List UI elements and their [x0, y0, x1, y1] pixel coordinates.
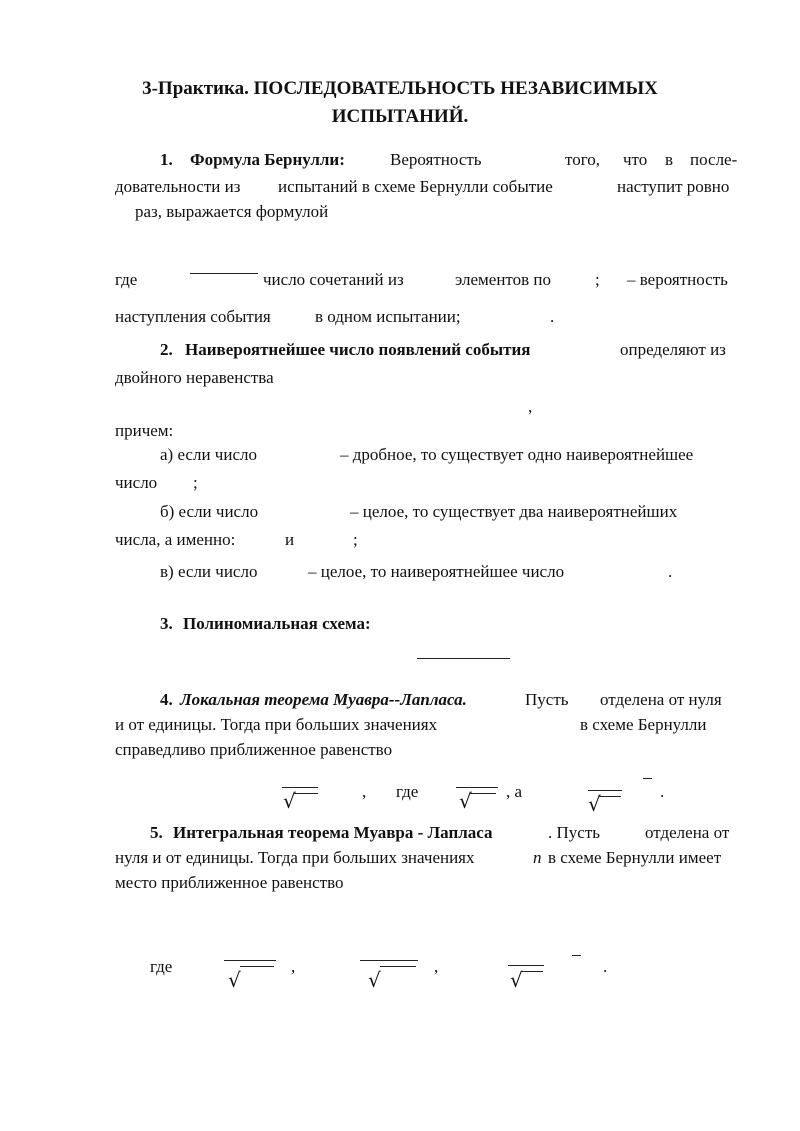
s4-formula-text: . [660, 782, 665, 801]
fraction-bar [190, 273, 258, 274]
s5-formula-text: , [434, 957, 439, 976]
s2-text: ; [193, 473, 198, 492]
s2-text: в) если число [160, 562, 258, 581]
s4-text: отделена от нуля [600, 690, 722, 709]
s2-text: двойного неравенства [115, 368, 274, 387]
section-2-number: 2. [160, 340, 173, 359]
s1-text: раз, выражается формулой [135, 202, 329, 221]
s2-text: и [285, 530, 295, 549]
s1-text: Вероятность [390, 150, 482, 169]
s2-text: – целое, то наивероятнейшее число [308, 562, 565, 581]
s1-text: что [623, 150, 648, 169]
section-5-number: 5. [150, 823, 163, 842]
s2-text: число [115, 473, 158, 492]
s2-text: а) если число [160, 445, 257, 464]
s1-text: где [115, 270, 138, 289]
fraction-bar [456, 787, 498, 788]
s5-text: нуля и от единицы. Тогда при больших значениях [115, 848, 475, 867]
sqrt-icon: √ [459, 789, 472, 813]
fraction-bar [282, 787, 318, 788]
s2-text: . [668, 562, 673, 581]
overline-mark [572, 955, 581, 956]
s1-text: – вероятность [627, 270, 728, 289]
section-4-number: 4. [160, 690, 173, 709]
s2-text: ; [353, 530, 358, 549]
s5-formula-text: , [291, 957, 296, 976]
section-1-number: 1. [160, 150, 173, 169]
s2-text: определяют из [620, 340, 726, 359]
fraction-bar [508, 965, 544, 966]
s2-text: б) если число [160, 502, 259, 521]
radical-bar [380, 966, 416, 967]
s5-text: в схеме Бернулли имеет [548, 848, 722, 867]
s4-text: справедливо приближенное равенство [115, 740, 393, 759]
section-3-number: 3. [160, 614, 173, 633]
sqrt-icon: √ [510, 968, 523, 992]
s4-text: в схеме Бернулли [580, 715, 707, 734]
s5-text: n [533, 848, 542, 867]
page-title-line-1: 3-Практика. ПОСЛЕДОВАТЕЛЬНОСТЬ НЕЗАВИСИМЫХ [142, 78, 658, 99]
s5-formula-text: . [603, 957, 608, 976]
s4-formula-text: где [396, 782, 419, 801]
fraction-bar [588, 790, 622, 791]
section-1-heading: Формула Бернулли: [190, 150, 345, 169]
s2-text: , [528, 397, 533, 416]
overline-mark [643, 778, 652, 779]
s5-formula-text: где [150, 957, 173, 976]
s1-text: наступит ровно [617, 177, 730, 196]
s2-text: числа, а именно: [115, 530, 236, 549]
s1-text: число сочетаний из [263, 270, 404, 289]
s5-text: . Пусть [548, 823, 601, 842]
sqrt-icon: √ [228, 968, 241, 992]
s2-text: – дробное, то существует одно наивероятнейшее [340, 445, 694, 464]
radical-bar [470, 793, 496, 794]
s4-text: и от единицы. Тогда при больших значениях [115, 715, 438, 734]
s1-text: в [665, 150, 674, 169]
radical-bar [521, 971, 543, 972]
s1-text: того, [565, 150, 601, 169]
fraction-bar [417, 658, 510, 659]
section-5-heading: Интегральная теорема Муавра - Лапласа [173, 823, 493, 842]
s1-text: наступления события [115, 307, 271, 326]
s1-text: довательности из [115, 177, 241, 196]
s1-text: ; [595, 270, 600, 289]
section-2-heading: Наивероятнейшее число появлений события [185, 340, 531, 359]
sqrt-icon: √ [588, 792, 601, 816]
radical-bar [240, 966, 274, 967]
page-title-line-2: ИСПЫТАНИЙ. [331, 106, 469, 127]
section-4-heading: Локальная теорема Муавра--Лапласа. [180, 690, 467, 709]
s4-text: Пусть [525, 690, 569, 709]
fraction-bar [224, 960, 276, 961]
s1-text: после- [690, 150, 738, 169]
s2-text: причем: [115, 421, 174, 440]
radical-bar [294, 793, 318, 794]
s5-text: отделена от [645, 823, 730, 842]
sqrt-icon: √ [283, 789, 296, 813]
fraction-bar [360, 960, 418, 961]
s1-text: . [550, 307, 555, 326]
s1-text: испытаний в схеме Бернулли событие [278, 177, 553, 196]
s1-text: в одном испытании; [315, 307, 461, 326]
s4-formula-text: , а [506, 782, 523, 801]
s4-formula-text: , [362, 782, 367, 801]
s5-text: место приближенное равенство [115, 873, 344, 892]
sqrt-icon: √ [368, 968, 381, 992]
s2-text: – целое, то существует два наивероятнейших [350, 502, 678, 521]
s1-text: элементов по [455, 270, 551, 289]
section-3-heading: Полиномиальная схема: [183, 614, 371, 633]
radical-bar [599, 796, 621, 797]
